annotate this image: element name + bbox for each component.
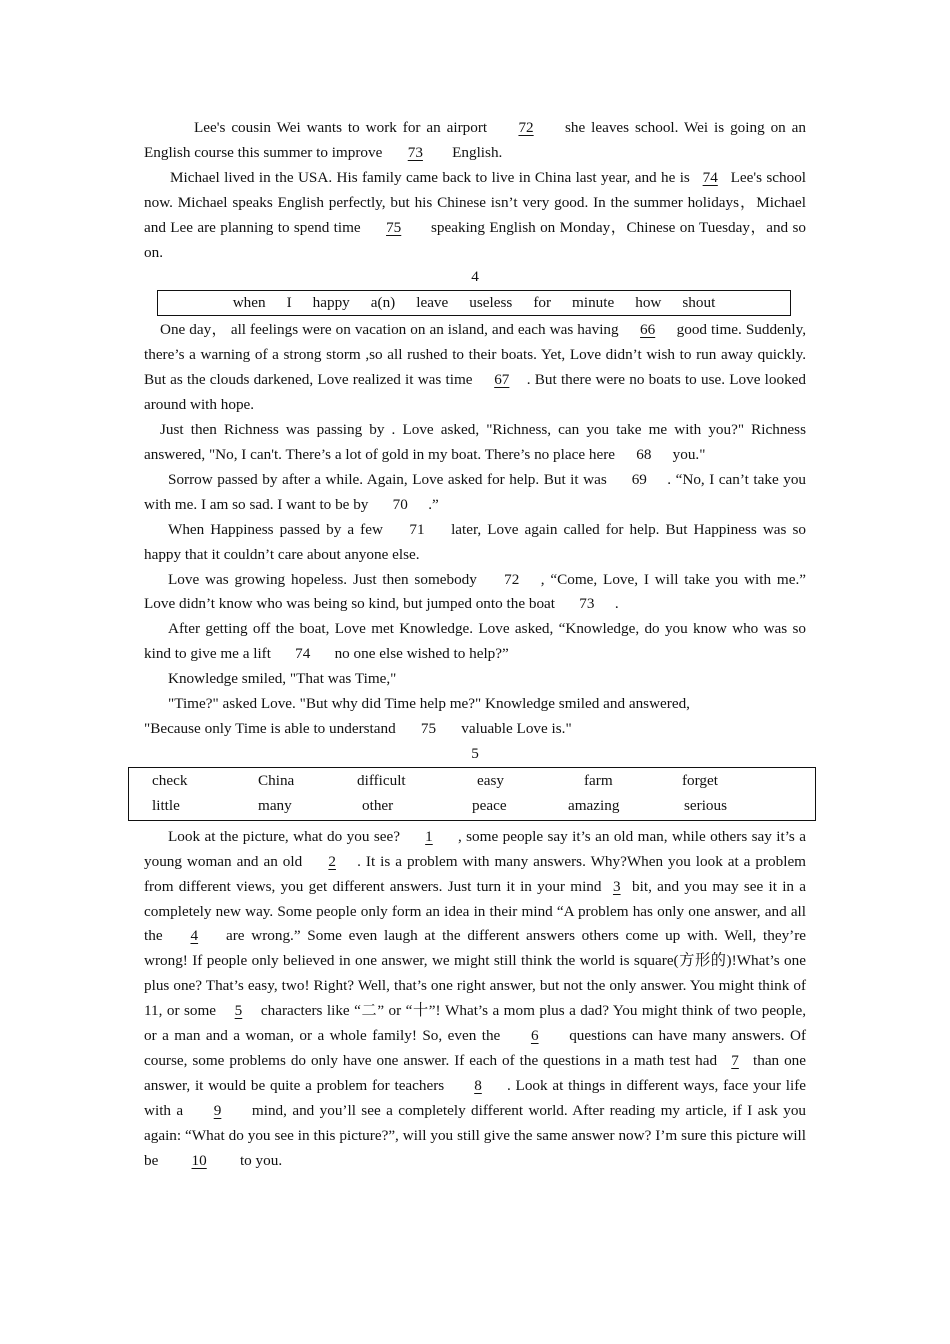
word-box-item: check xyxy=(152,771,188,789)
blank-74[interactable]: 74 xyxy=(702,168,718,186)
word-box-row xyxy=(129,793,815,818)
paragraph-because xyxy=(144,717,806,742)
word-box-item: useless xyxy=(469,294,513,312)
word-box-item: easy xyxy=(477,771,504,789)
text: Sorrow passed by after a while. Again, Love asked for help. But it was xyxy=(168,470,607,488)
word-box-item: when xyxy=(232,294,266,312)
word-box-item: leave xyxy=(416,294,449,312)
word-box-5 xyxy=(128,767,816,821)
word-box-4 xyxy=(157,290,791,316)
text: After getting off the boat, Love met Knowledge. Love asked, “Knowledge, do you know who was so kind to give me a lift xyxy=(144,620,806,663)
text: When Happiness passed by a few xyxy=(168,520,383,538)
text: characters like “二” or “十”! What’s a mom plus a dad? You might think of two people, or a man and a woman, or a whole family! So, even the xyxy=(144,1002,807,1045)
text: questions can have many answers. Of course, some problems do only have one answer. If each of the questions in a math test had xyxy=(144,1027,807,1069)
word-box-item: many xyxy=(258,796,292,814)
word-box-item: serious xyxy=(684,796,728,814)
blank-3[interactable]: 3 xyxy=(612,877,621,895)
paragraph-michael xyxy=(144,166,806,266)
blank-9[interactable]: 9 xyxy=(213,1101,222,1119)
word-box-item: forget xyxy=(682,771,718,789)
text: Michael lived in the USA. His family came back to live in China last year, and he is xyxy=(170,168,690,186)
text: .” xyxy=(428,495,439,513)
word-box-item: China xyxy=(258,771,295,789)
text: English. xyxy=(452,143,503,161)
word-box-item: little xyxy=(152,796,180,814)
section-number-5: 5 xyxy=(471,744,479,762)
paragraph-time xyxy=(144,667,806,692)
text: she leaves school. Wei is going on an English course this summer to improve xyxy=(144,119,807,161)
text: Love was growing hopeless. Just then somebody xyxy=(168,570,477,588)
paragraph-cousin-wei xyxy=(144,116,806,166)
word-box-item: I xyxy=(286,294,292,312)
text: Look at the picture, what do you see? xyxy=(168,827,400,845)
word-box-item: a(n) xyxy=(370,294,396,312)
blank-71[interactable]: 71 xyxy=(409,520,425,538)
text: no one else wished to help?” xyxy=(334,645,509,663)
worksheet-page xyxy=(144,116,806,1174)
blank-1[interactable]: 1 xyxy=(425,827,433,845)
blank-5[interactable]: 5 xyxy=(234,1002,243,1020)
paragraph-happiness xyxy=(144,518,806,568)
word-box-item: amazing xyxy=(568,796,620,814)
blank-70[interactable]: 70 xyxy=(392,495,408,513)
text: One day， all feelings were on vacation on an island, and each was having xyxy=(160,321,619,339)
text: . It is a problem with many answers. Why?When you look at a problem from different views, you get different answers. Just turn it in your mind xyxy=(144,852,806,895)
paragraph-hopeless xyxy=(144,568,806,618)
text: . But there were no boats to use. Love looked around with hope. xyxy=(144,371,806,414)
text: Lee's school now. Michael speaks English perfectly, but his Chinese isn’t very good. In the summer holidays，Michael and Lee are planning to spend time xyxy=(144,168,807,236)
paragraph-picture xyxy=(144,825,806,1174)
text: you." xyxy=(672,445,706,463)
text: "Time?" asked Love. "But why did Time help me?" Knowledge smiled and answered, xyxy=(168,695,690,713)
text: Just then Richness was passing by . Love asked, "Richness, can you take me with you?" Richness answered, "No, I can't. There’s a lot of gold in my boat. There’s no place here xyxy=(144,421,806,463)
word-box-item: shout xyxy=(682,294,716,312)
text: Lee's cousin Wei wants to work for an airport xyxy=(194,119,488,136)
text: good time. Suddenly, there’s a warning of a strong storm ,so all rushed to their boats. Yet, Love didn’t wish to run away quickly. But as the clouds darkened, Love realized it was time xyxy=(144,321,807,389)
blank-73[interactable]: 73 xyxy=(407,143,423,161)
blank-10[interactable]: 10 xyxy=(191,1151,207,1169)
text: to you. xyxy=(239,1151,283,1169)
blank-69[interactable]: 69 xyxy=(631,470,647,488)
text: , “Come, Love, I will take you with me.” Love didn’t know who was being so kind, but jumped onto the boat xyxy=(144,570,807,613)
blank-6[interactable]: 6 xyxy=(530,1027,539,1045)
section-number-4: 4 xyxy=(471,268,479,286)
blank-4[interactable]: 4 xyxy=(190,927,199,945)
text: than one answer, it would be quite a problem for teachers xyxy=(144,1052,807,1094)
blank-66[interactable]: 66 xyxy=(640,321,656,339)
blank-75-story[interactable]: 75 xyxy=(420,719,437,737)
paragraph-sorrow xyxy=(144,468,806,518)
word-box-item: minute xyxy=(572,294,615,312)
blank-68[interactable]: 68 xyxy=(636,445,652,463)
paragraph-knowledge xyxy=(144,617,806,667)
text: "Because only Time is able to understand xyxy=(144,719,396,737)
blank-73-story[interactable]: 73 xyxy=(579,595,595,613)
paragraph-one-day xyxy=(144,318,806,418)
text: speaking English on Monday，Chinese on Tuesday，and so on. xyxy=(144,218,806,261)
blank-8[interactable]: 8 xyxy=(474,1076,482,1094)
text: are wrong.” Some even laugh at the different answers others come up with. Well, they’re wrong! If people only believed in one answer, we might still think the world is square(方形的)!What’s one plus one? That’s easy, two! Right? Well, that’s one right answer, but not the only answer. You might think of 11, or some xyxy=(144,927,807,1020)
text: , some people say it’s an old man, while others say it’s a young woman and an old xyxy=(144,827,806,870)
blank-67[interactable]: 67 xyxy=(494,371,510,389)
word-box-item: how xyxy=(635,294,662,312)
text: Knowledge smiled, "That was Time," xyxy=(168,670,397,688)
word-box-item: other xyxy=(362,796,394,814)
text: valuable Love is." xyxy=(461,719,572,737)
blank-72-story[interactable]: 72 xyxy=(504,570,520,588)
word-box-item: farm xyxy=(584,771,613,789)
paragraph-richness xyxy=(144,418,806,468)
text: bit, and you may see it in a completely new way. Some people only form an idea in their mind “A problem has only one answer, and all the xyxy=(144,877,807,945)
text: later, Love again called for help. But Happiness was so happy that it couldn’t care about anyone else. xyxy=(144,520,806,563)
blank-75[interactable]: 75 xyxy=(386,218,402,236)
blank-72[interactable]: 72 xyxy=(518,119,534,136)
word-box-item: for xyxy=(533,294,552,312)
blank-7[interactable]: 7 xyxy=(731,1052,739,1069)
text: . “No, I can’t take you with me. I am so sad. I want to be by xyxy=(144,470,807,513)
blank-2[interactable]: 2 xyxy=(328,852,336,870)
text: mind, and you’ll see a completely different world. After reading my article, if I ask you again: “What do you see in this picture?”, will you still give the same answer now? I’m sure this picture will be xyxy=(144,1101,807,1169)
word-box-item: difficult xyxy=(357,771,406,789)
word-box-row xyxy=(129,768,815,793)
paragraph-why-time xyxy=(144,692,806,717)
text: . xyxy=(614,595,619,613)
text: . Look at things in different ways, face your life with a xyxy=(144,1076,807,1119)
word-box-item: peace xyxy=(472,796,507,814)
word-box-item: happy xyxy=(312,294,350,312)
blank-74-story[interactable]: 74 xyxy=(295,645,311,663)
